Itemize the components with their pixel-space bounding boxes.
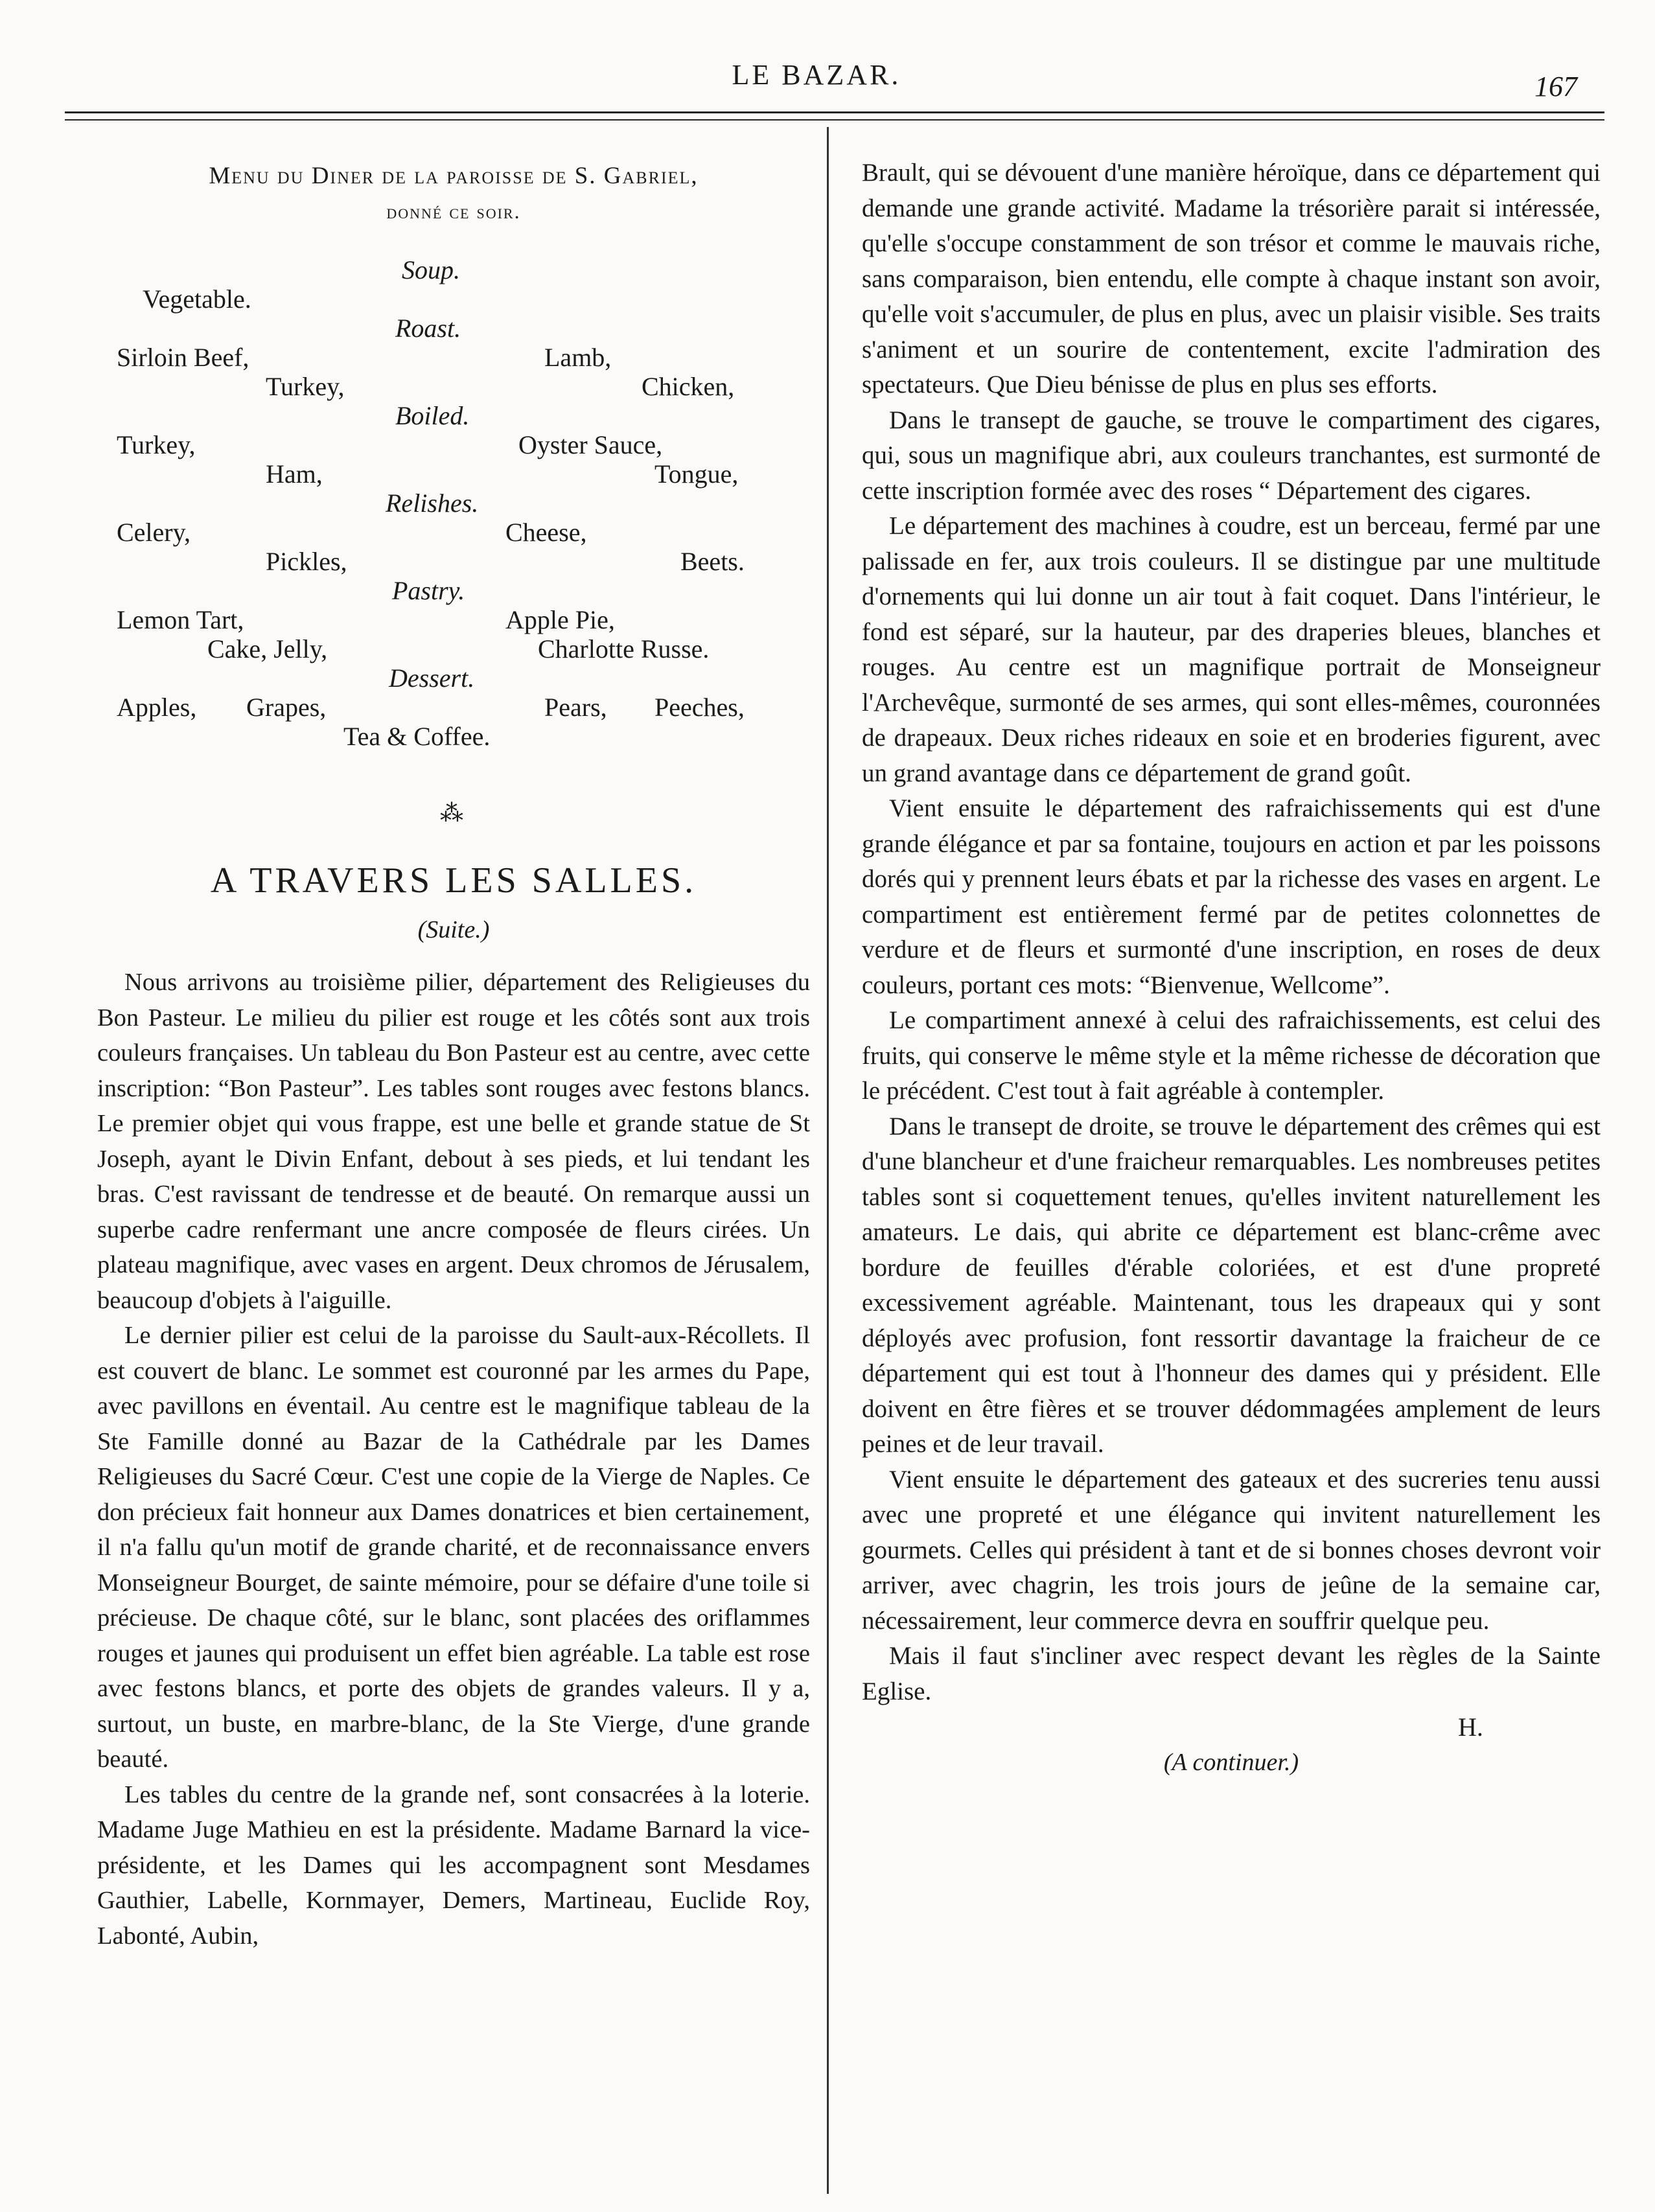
continued-note: (A continuer.): [1163, 1749, 1299, 1776]
paragraph: Brault, qui se dévouent d'une manière héroïque, dans ce département qui demande une grande activité. Madame la trésorière parait si intéressée, qu'elle s'occupe constamment de son trésor et comme le mauvais riche, sans comparaison, bien entendu, elle compte à chaque instant son avoir, qu'elle voit s'accumuler, de plus en plus, avec un plaisir visible. Ses traits s'animent et un sourire de contentement, excite l'admiration des spectateurs. Que Dieu bénisse de plus en plus ses efforts.: [862, 159, 1601, 398]
menu-item: Chicken,: [642, 372, 735, 401]
right-column: [862, 156, 1601, 1777]
article-subtitle: (Suite.): [417, 916, 490, 943]
menu-item: Lamb,: [544, 343, 612, 372]
menu-title-line2: donné ce soir.: [386, 200, 521, 223]
header-rule-thin: [65, 119, 1604, 121]
menu-item: Sirloin Beef,: [117, 343, 249, 372]
menu-heading-pastry: Pastry.: [392, 576, 465, 605]
running-title: LE BAZAR.: [732, 59, 901, 91]
menu-heading-roast: Roast.: [395, 314, 461, 343]
left-column: [97, 159, 810, 1953]
page-number: 167: [1534, 71, 1577, 102]
menu-item: Ham,: [266, 459, 323, 489]
menu-item: Vegetable.: [143, 284, 251, 314]
signature-line: [862, 1709, 1601, 1748]
menu-item: Charlotte Russe.: [538, 634, 710, 663]
menu-item: Oyster Sauce,: [518, 430, 663, 459]
dinner-menu: [97, 248, 810, 779]
menu-item: Turkey,: [117, 430, 196, 459]
paragraph: Vient ensuite le département des gateaux et des sucreries tenu aussi avec une propreté et une élégance qui invitent naturellement les gourmets. Celles qui président à tant et de si bonnes choses devront voir arriver, avec chagrin, les trois jours de jeûne de la semaine car, nécessairement, leur commerce devra en souffrir quelque peu.: [862, 1465, 1601, 1635]
asterism: ⁂: [440, 800, 467, 826]
paragraph: Dans le transept de gauche, se trouve le compartiment des cigares, qui, sous un magnifique abri, aux couleurs tranchantes, est surmonté de cette inscription formée avec des roses “ Département des cigares.: [862, 406, 1601, 505]
menu-item: Apple Pie,: [505, 605, 615, 634]
menu-item: Turkey,: [266, 372, 345, 401]
menu-item: Peeches,: [654, 693, 745, 722]
menu-item: Grapes,: [246, 693, 327, 722]
menu-item: Tongue,: [654, 459, 739, 489]
paragraph: Le département des machines à coudre, est un berceau, fermé par une palissade en fer, aux trois couleurs. Il se distingue par une multitude d'ornements qui lui donne un air tout à fait coquet. Dans l'intérieur, le fond est séparé, sur la hauteur, par des draperies bleues, blanches et rouges. Au centre est un magnifique portrait de Monseigneur l'Archevêque, surmonté de ses armes, qui sont elles-mêmes, couronnées de drapeaux. Deux riches rideaux en soie et en broderies figurent, avec un grand avantage dans ce département de grand goût.: [862, 512, 1601, 787]
signature: H.: [1458, 1712, 1483, 1742]
menu-heading-boiled: Boiled.: [395, 401, 470, 430]
menu-item: Cheese,: [505, 518, 587, 547]
paragraph: Nous arrivons au troisième pilier, département des Religieuses du Bon Pasteur. Le milieu du pilier est rouge et les côtés sont aux trois couleurs françaises. Un tableau du Bon Pasteur est au centre, avec cette inscription: “Bon Pasteur”. Les tables sont rouges avec festons blancs. Le premier objet qui vous frappe, est une belle et grande statue de St Joseph, ayant le Divin Enfant, debout à ses pieds, et lui tendant les bras. C'est ravissant de tendresse et de beauté. On remarque aussi un superbe cadre renfermant une ancre composée de fleurs cirées. Un plateau magnifique, avec vases en argent. Deux chromos de Jérusalem, beaucoup d'objets à l'aiguille.: [97, 969, 810, 1314]
paragraph: Vient ensuite le département des rafraichissements qui est d'une grande élégance et par sa fontaine, toujours en action et par les poissons dorés qui y prennent leurs ébats et par la richesse des vases en argent. Le compartiment est entièrement fermé par de petites colonnettes de verdure et de fleurs et surmonté d'une inscription, en roses de deux couleurs, portant ces mots: “Bienvenue, Wellcome”.: [862, 794, 1601, 999]
paragraph: Le compartiment annexé à celui des rafraichissements, est celui des fruits, qui conserve le même style et la même richesse de décoration que le précédent. C'est tout à fait agréable à contempler.: [862, 1006, 1601, 1105]
paragraph: Dans le transept de droite, se trouve le département des crêmes qui est d'une blancheur et d'une fraicheur remarquables. Les nombreuses petites tables sont si coquettement tenues, qu'elles invitent naturellement les amateurs. Le dais, qui abrite ce département est blanc-crême avec bordure de feuilles d'érable coloriées, et est d'une propreté excessivement agréable. Maintenant, tous les drapeaux qui y sont déployés avec profusion, font ressortir davantage la fraicheur de ce département qui est tout à l'honneur des dames qui y président. Elle doivent en être fières et se trouver dédommagées amplement de leurs peines et de leur travail.: [862, 1112, 1601, 1458]
menu-item: Beets.: [680, 547, 745, 576]
menu-heading-dessert: Dessert.: [389, 663, 475, 693]
header-rule: [65, 111, 1604, 113]
page-header: [0, 45, 1655, 104]
paragraph: Le dernier pilier est celui de la paroisse du Sault-aux-Récollets. Il est couvert de blanc. Le sommet est couronné par les armes du Pape, avec pavillons en éventail. Au centre est le magnifique tableau de la Ste Famille donné au Bazar de la Cathédrale par les Dames Religieuses du Sacré Cœur. C'est une copie de la Vierge de Naples. Ce don précieux fait honneur aux Dames donatrices et bien certainement, il n'a fallu qu'un motif de grande charité, et de reconnaissance envers Monseigneur Bourget, de sainte mémoire, pour se défaire d'une toile si précieuse. De chaque côté, sur le blanc, sont placées des oriflammes rouges et jaunes qui produisent un effet bien agréable. La table est rose avec festons blancs, et porte des objets de grandes valeurs. Il y a, surtout, un buste, en marbre-blanc, de la Ste Vierge, d'une grande beauté.: [97, 1322, 810, 1773]
menu-heading-soup: Soup.: [402, 255, 460, 284]
article-title: A TRAVERS LES SALLES.: [210, 860, 697, 901]
menu-item: Apples,: [117, 693, 197, 722]
menu-item: Lemon Tart,: [117, 605, 244, 634]
menu-item: Pears,: [544, 693, 607, 722]
menu-heading-relishes: Relishes.: [386, 489, 479, 518]
menu-title: [97, 159, 810, 229]
menu-title-line1: Menu du Diner de la paroisse de S. Gabriel,: [209, 163, 699, 189]
paragraph: Les tables du centre de la grande nef, sont consacrées à la loterie. Madame Juge Mathieu en est la présidente. Madame Barnard la vice-présidente, et les Dames qui les accompagnent sont Mesdames Gauthier, Labelle, Kornmayer, Demers, Martineau, Euclide Roy, Labonté, Aubin,: [97, 1780, 810, 1950]
menu-item: Tea & Coffee.: [343, 722, 491, 751]
menu-item: Cake, Jelly,: [207, 634, 328, 663]
column-divider: [827, 127, 829, 2194]
menu-item: Celery,: [117, 518, 191, 547]
paragraph: Mais il faut s'incliner avec respect devant les règles de la Sainte Eglise.: [862, 1642, 1601, 1705]
menu-item: Pickles,: [266, 547, 347, 576]
